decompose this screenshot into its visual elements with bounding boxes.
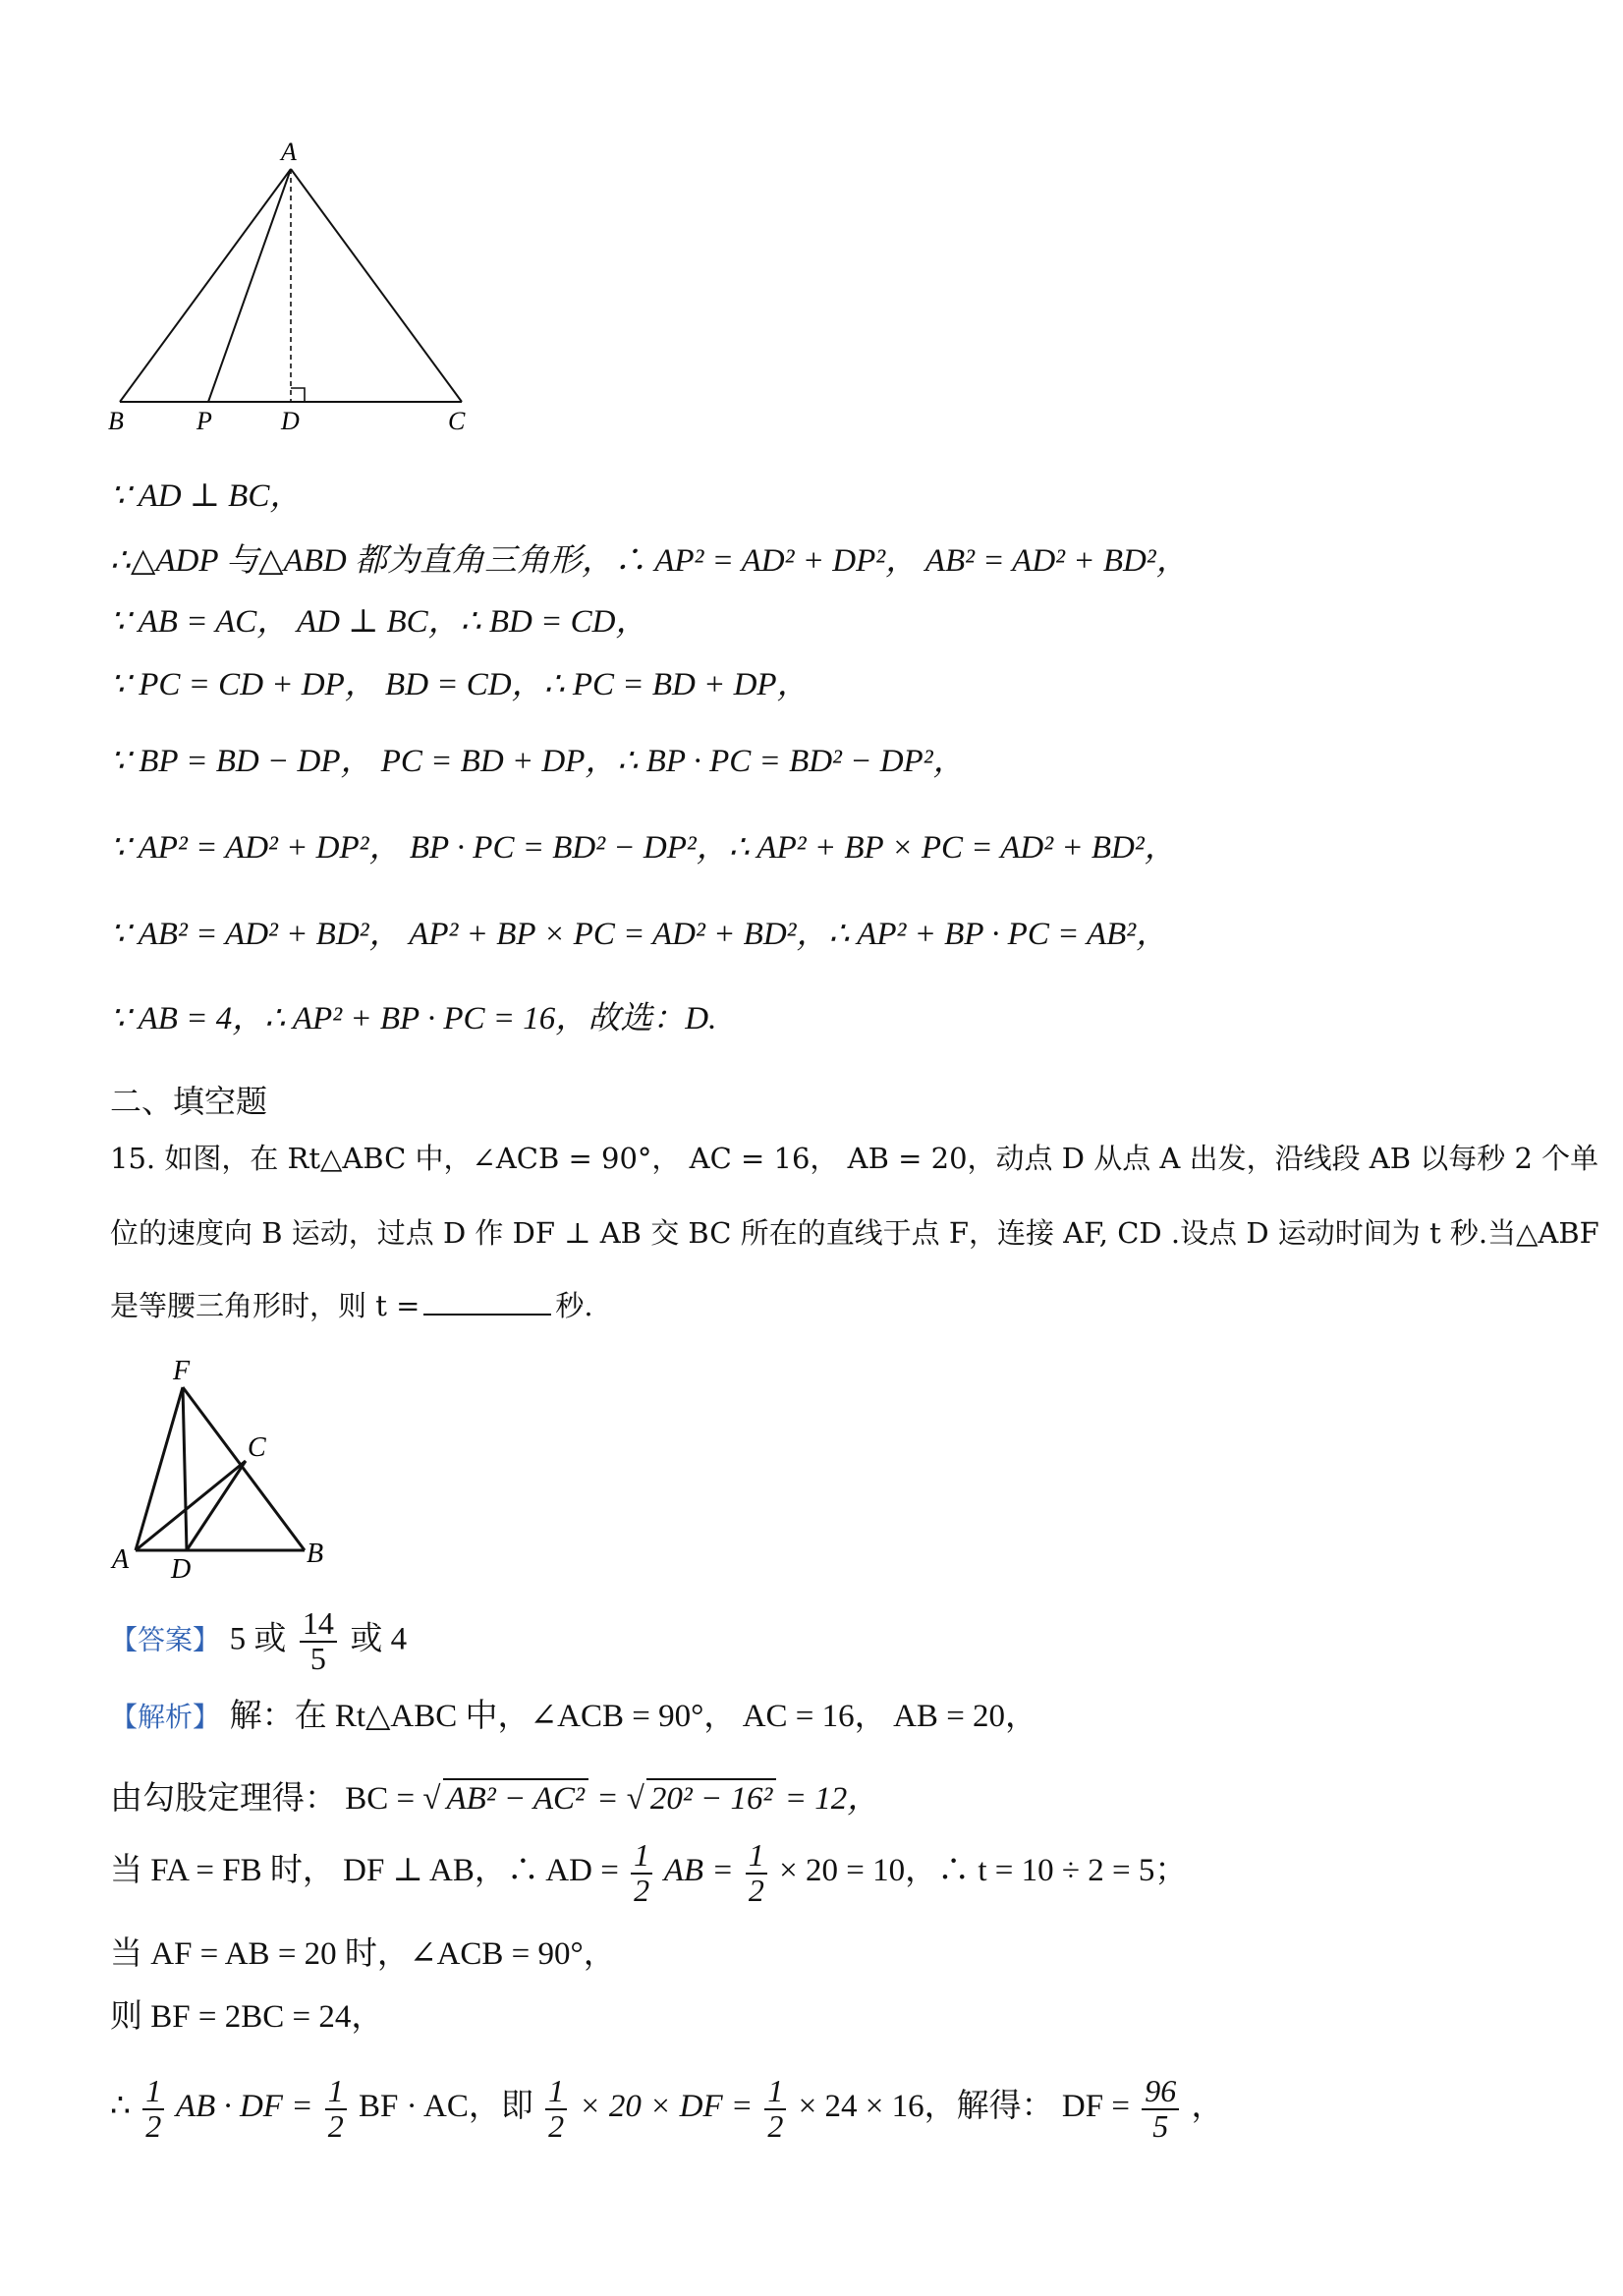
right-angle-mark <box>291 388 305 402</box>
answer-fraction-den: 5 <box>309 1640 326 1676</box>
segment-ac <box>291 169 462 402</box>
half-fraction-3 <box>142 2075 164 2143</box>
analysis-line-3 <box>110 1839 1187 1907</box>
analysis-line-5: 则 BF = 2BC = 24， <box>110 1999 384 2035</box>
analysis-line-6a: ∴ <box>110 2089 131 2125</box>
df-num: 96 <box>1142 2075 1179 2110</box>
analysis-line-2b: = 12， <box>784 1781 880 1817</box>
segment-ac <box>136 1461 246 1550</box>
section-title: 二、填空题 <box>110 1083 268 1120</box>
half-num-4: 1 <box>325 2075 347 2110</box>
half-fraction-1 <box>631 1839 652 1907</box>
proof-line-4: ∵ PC = CD + DP， BD = CD，∴ PC = BD + DP， <box>110 667 810 702</box>
analysis-line-6c: BF · AC，即 <box>358 2089 533 2125</box>
analysis-line-6b: AB · DF = <box>175 2089 313 2125</box>
figure-triangle-abf <box>98 1346 354 1592</box>
sqrt-symbol-2: √ <box>626 1781 644 1817</box>
label-p: P <box>196 407 212 435</box>
proof-line-2a: ∴△ADP 与△ABD 都为直角三角形，∴ AP² = AD² + DP²， <box>110 543 919 579</box>
half-fraction-6 <box>764 2075 786 2143</box>
analysis-line-3c: × 20 = 10，∴ t = 10 ÷ 2 = 5； <box>779 1853 1188 1889</box>
question-line-2: 位的速度向 B 运动，过点 D 作 DF ⊥ AB 交 BC 所在的直线于点 F，连接 AF, CD .设点 D 运动时间为 t 秒.当△ABF <box>110 1216 1599 1250</box>
half-den-2: 2 <box>748 1872 764 1908</box>
analysis-line-2a: 由勾股定理得： BC = <box>110 1781 416 1817</box>
analysis-line-4: 当 AF = AB = 20 时，∠ACB = 90°， <box>110 1936 616 1972</box>
label-a: A <box>281 138 297 166</box>
label-b: B <box>108 407 124 435</box>
segment-fd <box>183 1387 187 1550</box>
answer-blank <box>423 1314 551 1316</box>
label-d: D <box>281 407 300 435</box>
proof-line-6: ∵ AP² = AD² + DP²， BP · PC = BD² − DP²，∴ AP² + BP × PC = AD² + BD²， <box>110 830 1177 866</box>
segment-fb <box>183 1387 305 1550</box>
figure-triangle-abc <box>98 128 491 442</box>
proof-line-5: ∵ BP = BD − DP， PC = BD + DP，∴ BP · PC = BD² − DP²， <box>110 744 966 779</box>
half-den-4: 2 <box>327 2107 344 2144</box>
answer-part-1: 5 或 <box>229 1621 287 1657</box>
df-fraction <box>1142 2075 1179 2143</box>
question-line-3b: 秒. <box>555 1289 593 1322</box>
half-fraction-5 <box>545 2075 567 2143</box>
half-num-1: 1 <box>631 1839 652 1875</box>
label-f: F <box>173 1356 191 1386</box>
analysis-text-1: 解：在 Rt△ABC 中，∠ACB = 90°， AC = 16， AB = 20， <box>229 1699 1038 1734</box>
question-line-3a: 是等腰三角形时，则 t = <box>110 1289 420 1322</box>
segment-fa <box>136 1387 183 1550</box>
label-c: C <box>248 1432 266 1463</box>
question-line-1: 15. 如图，在 Rt△ABC 中，∠ACB = 90°， AC = 16， AB = 20，动点 D 从点 A 出发，沿线段 AB 以每秒 2 个单 <box>110 1142 1599 1175</box>
half-den-6: 2 <box>767 2107 784 2144</box>
radicand-2: 20² − 16² <box>646 1778 777 1820</box>
analysis-line-2 <box>110 1778 879 1820</box>
segment-cd <box>187 1461 246 1550</box>
label-c: C <box>448 407 466 435</box>
proof-line-3: ∵ AB = AC， AD ⊥ BC，∴ BD = CD， <box>110 604 648 640</box>
proof-line-8: ∵ AB = 4，∴ AP² + BP · PC = 16，故选：D. <box>110 1001 717 1036</box>
analysis-line-6d: × 20 × DF = <box>579 2089 754 2125</box>
analysis-line-2-eq: = <box>596 1781 619 1817</box>
analysis-line-3b: AB = <box>663 1853 734 1889</box>
answer-part-2: 或 4 <box>350 1621 408 1657</box>
half-num-3: 1 <box>142 2075 164 2110</box>
analysis-line-1 <box>110 1698 1037 1737</box>
analysis-tag: 【解析】 <box>110 1701 221 1733</box>
half-fraction-2 <box>746 1839 767 1907</box>
question-line-3 <box>110 1289 593 1323</box>
half-den-1: 2 <box>634 1872 650 1908</box>
proof-line-1: ∵ AD ⊥ BC， <box>110 478 303 514</box>
proof-line-2b: AB² = AD² + BD²， <box>924 543 1189 579</box>
analysis-line-6 <box>110 2075 1223 2143</box>
segment-ab <box>120 169 291 402</box>
label-b: B <box>307 1539 324 1569</box>
half-den-5: 2 <box>548 2107 565 2144</box>
label-a: A <box>112 1544 130 1575</box>
analysis-line-3a: 当 FA = FB 时， DF ⊥ AB，∴ AD = <box>110 1853 619 1889</box>
answer-fraction-num: 14 <box>300 1607 337 1643</box>
sqrt-symbol-1: √ <box>422 1781 441 1817</box>
analysis-line-6e: × 24 × 16，解得： DF = <box>798 2089 1130 2125</box>
df-den: 5 <box>1152 2107 1169 2144</box>
half-den-3: 2 <box>145 2107 162 2144</box>
analysis-line-6f: ， <box>1191 2089 1224 2125</box>
half-fraction-4 <box>325 2075 347 2143</box>
answer-tag: 【答案】 <box>110 1623 221 1656</box>
half-num-5: 1 <box>545 2075 567 2110</box>
half-num-2: 1 <box>746 1839 767 1875</box>
radicand-1: AB² − AC² <box>443 1778 588 1820</box>
proof-line-2 <box>110 542 1189 582</box>
segment-ap <box>208 169 291 402</box>
proof-line-7: ∵ AB² = AD² + BD²， AP² + BP × PC = AD² + BD²，∴ AP² + BP · PC = AB²， <box>110 917 1169 952</box>
half-num-6: 1 <box>764 2075 786 2110</box>
answer-fraction <box>300 1607 337 1675</box>
label-d: D <box>171 1554 192 1585</box>
answer-line <box>110 1607 407 1675</box>
